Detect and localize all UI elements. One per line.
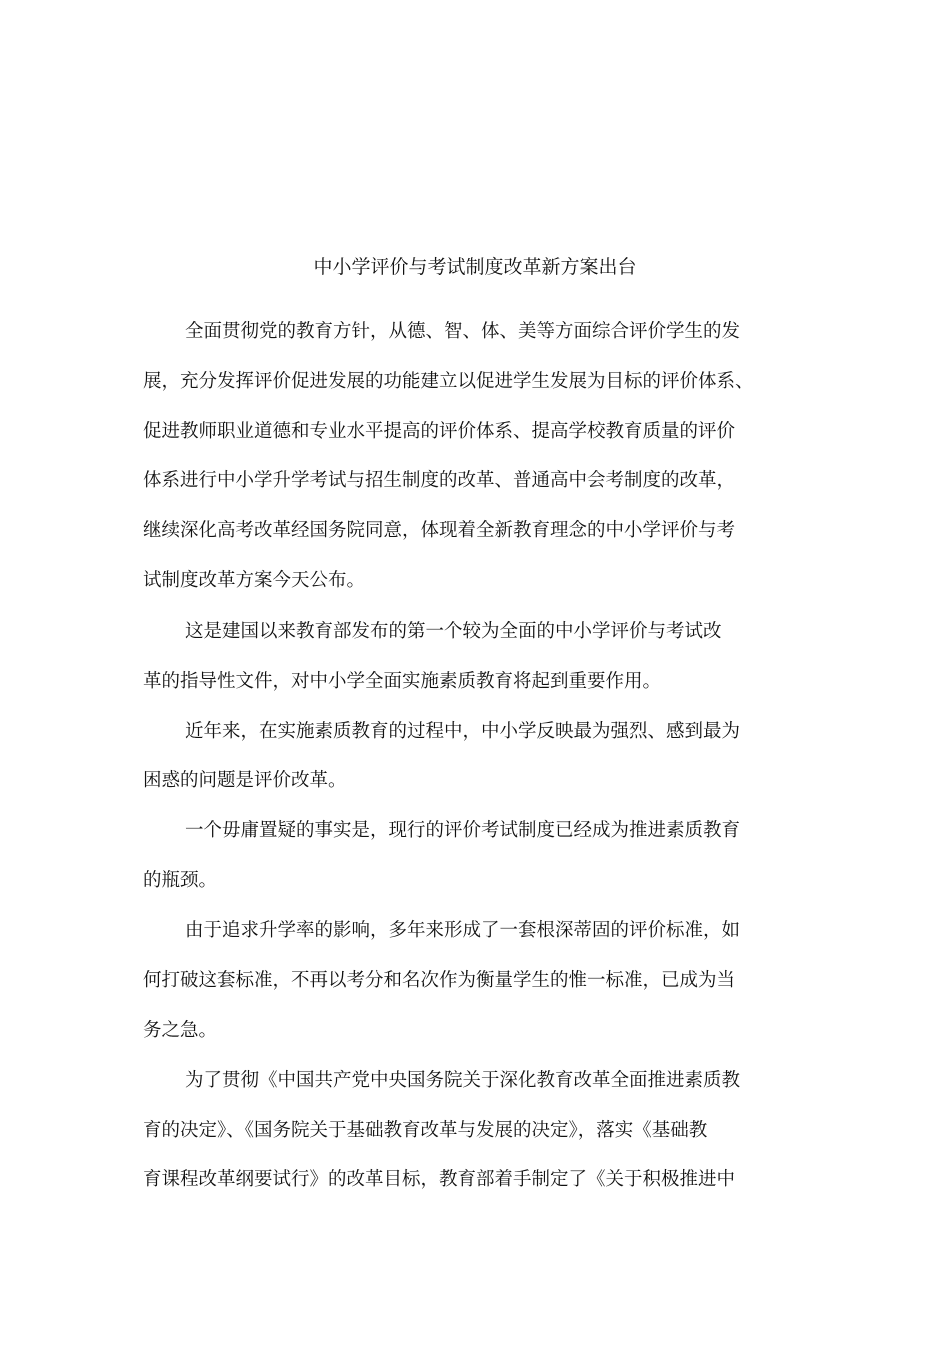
document-title: 中小学评价与考试制度改革新方案出台 [313, 256, 637, 278]
paragraph-3-line-1: 近年来，在实施素质教育的过程中，中小学反映最为强烈、感到最为 [185, 721, 741, 742]
paragraph-6-line-1: 为了贯彻《中国共产党中央国务院关于深化教育改革全面推进素质教 [185, 1070, 741, 1091]
paragraph-4-line-2: 的瓶颈。 [143, 870, 218, 891]
paragraph-5-line-2: 何打破这套标准，不再以考分和名次作为衡量学生的惟一标准，已成为当 [143, 970, 736, 991]
paragraph-4-line-1: 一个毋庸置疑的事实是，现行的评价考试制度已经成为推进素质教育 [185, 820, 741, 841]
paragraph-1-line-2: 展，充分发挥评价促进发展的功能建立以促进学生发展为目标的评价体系、 [143, 371, 754, 392]
paragraph-1-line-1: 全面贯彻党的教育方针，从德、智、体、美等方面综合评价学生的发 [185, 321, 741, 342]
paragraph-1-line-3: 促进教师职业道德和专业水平提高的评价体系、提高学校教育质量的评价 [143, 421, 736, 442]
paragraph-3-line-2: 困惑的问题是评价改革。 [143, 770, 347, 791]
paragraph-6-line-2: 育的决定》、《国务院关于基础教育改革与发展的决定》，落实《基础教 [143, 1120, 708, 1141]
paragraph-1-line-6: 试制度改革方案今天公布。 [143, 570, 366, 591]
paragraph-5-line-3: 务之急。 [143, 1020, 218, 1041]
paragraph-1-line-5: 继续深化高考改革经国务院同意，体现着全新教育理念的中小学评价与考 [143, 520, 736, 541]
paragraph-5-line-1: 由于追求升学率的影响，多年来形成了一套根深蒂固的评价标准，如 [185, 920, 741, 941]
paragraph-6-line-3: 育课程改革纲要试行》的改革目标，教育部着手制定了《关于积极推进中 [143, 1169, 736, 1190]
paragraph-2-line-1: 这是建国以来教育部发布的第一个较为全面的中小学评价与考试改 [185, 621, 722, 642]
paragraph-2-line-2: 革的指导性文件，对中小学全面实施素质教育将起到重要作用。 [143, 671, 662, 692]
paragraph-1-line-4: 体系进行中小学升学考试与招生制度的改革、普通高中会考制度的改革， [143, 470, 736, 491]
